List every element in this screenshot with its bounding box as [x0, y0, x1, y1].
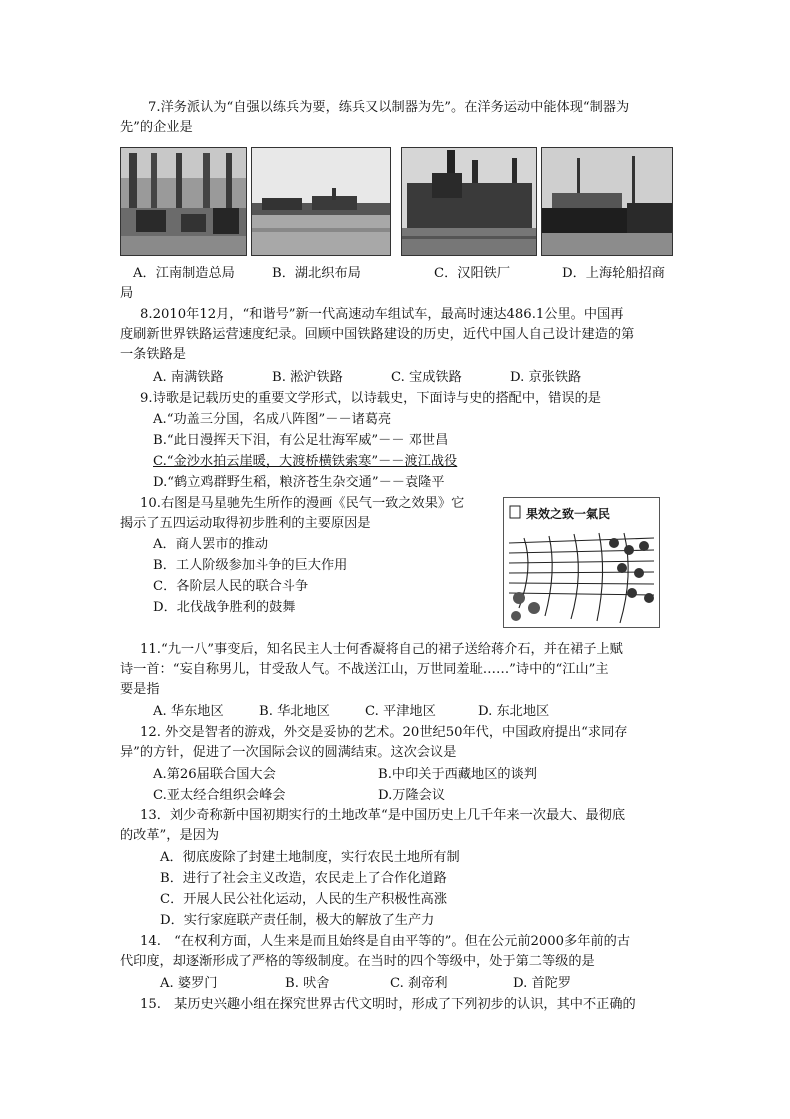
- q11-option-d: D. 东北地区: [478, 704, 550, 719]
- q7-option-d: D．上海轮船招商: [562, 266, 665, 281]
- q7-photo-steamship: [541, 147, 673, 256]
- q8-option-c: C. 宝成铁路: [391, 370, 462, 385]
- q11-option-a: A. 华东地区: [153, 704, 224, 719]
- q7-stem-line1: 7.洋务派认为“自强以练兵为要，练兵又以制器为先”。在洋务运动中能体现“制器为: [148, 100, 630, 115]
- q12-stem-line1: 12. 外交是智者的游戏，外交是妥协的艺术。20世纪50年代，中国政府提出“求同存: [140, 725, 628, 740]
- q9-option-d: D.“鹤立鸡群野生稻，粮济苍生杂交通”－－袁隆平: [153, 475, 445, 490]
- q13-option-b: B．进行了社会主义改造，农民走上了合作化道路: [160, 871, 447, 886]
- q13-option-d: D．实行家庭联产责任制，极大的解放了生产力: [160, 913, 435, 928]
- q8-option-a: A. 南满铁路: [153, 370, 224, 385]
- q11-stem-line3: 要是指: [120, 682, 160, 697]
- q10-cartoon-caption: 果效之致一氣民: [526, 507, 611, 521]
- q9-option-a: A.“功盖三分国，名成八阵图”－－诸葛亮: [153, 412, 392, 427]
- q7-photo-weaving-bureau: [251, 147, 391, 256]
- q10-stem-line1: 10.右图是马星驰先生所作的漫画《民气一致之效果》它: [140, 496, 465, 511]
- q7-option-b: B．湖北织布局: [272, 266, 361, 281]
- q7-photo-factory-interior: [120, 147, 247, 256]
- q13-stem-line1: 13．刘少奇称新中国初期实行的土地改革“是中国历史上几千年来一次最大、最彻底: [140, 808, 626, 823]
- q10-stem-line2: 揭示了五四运动取得初步胜利的主要原因是: [120, 516, 371, 531]
- q8-stem-line2: 度刷新世界铁路运营速度纪录。回顾中国铁路建设的历史，近代中国人自己设计建造的第: [120, 327, 635, 342]
- q9-stem: 9.诗歌是记载历史的重要文学形式，以诗载史，下面诗与史的搭配中，错误的是: [140, 391, 601, 406]
- q12-stem-line2: 异”的方针，促进了一次国际会议的圆满结束。这次会议是: [120, 745, 457, 760]
- q9-option-b: B.“此日漫挥天下泪，有公足壮海军威”－－ 邓世昌: [153, 433, 449, 448]
- q9-option-c-text: C.“金沙水拍云崖暖，大渡桥横铁索寒”－－渡江战役: [153, 454, 458, 469]
- q13-stem-line2: 的改革”，是因为: [120, 828, 220, 843]
- q14-option-a: A. 婆罗门: [160, 976, 218, 991]
- q15-stem-line1: 15. 某历史兴趣小组在探究世界古代文明时，形成了下列初步的认识，其中不正确的: [140, 997, 636, 1012]
- q14-option-c: C. 刹帝利: [390, 976, 448, 991]
- q12-option-c: C.亚太经合组织会峰会: [153, 788, 286, 803]
- q8-stem-line1: 8.2010年12月，“和谐号”新一代高速动车组试车，最高时速达486.1公里。中国再: [140, 307, 624, 322]
- q11-stem-line2: 诗一首：“妄自称男儿，甘受敌人气。不战送江山，万世同羞耻……”诗中的“江山”主: [120, 662, 609, 677]
- q8-option-d: D. 京张铁路: [510, 370, 582, 385]
- q7-photo-ironworks: [401, 147, 537, 256]
- q10-option-b: B．工人阶级参加斗争的巨大作用: [153, 558, 348, 573]
- q14-option-d: D. 首陀罗: [513, 976, 572, 991]
- q7-option-a: A．江南制造总局: [133, 266, 235, 281]
- q12-option-a: A.第26届联合国大会: [153, 767, 276, 782]
- q10-option-c: C．各阶层人民的联合斗争: [153, 579, 309, 594]
- q7-option-c: C．汉阳铁厂: [434, 266, 511, 281]
- q13-option-a: A．彻底废除了封建土地制度，实行农民土地所有制: [160, 850, 460, 865]
- q11-option-b: B. 华北地区: [259, 704, 330, 719]
- q14-option-b: B. 吠舍: [285, 976, 330, 991]
- q9-option-c: [153, 452, 457, 472]
- q12-option-b: B.中印关于西藏地区的谈判: [378, 767, 537, 782]
- q8-stem-line3: 一条铁路是: [120, 347, 186, 362]
- q10-option-a: A．商人罢市的推动: [153, 537, 269, 552]
- q7-stem-line2: 先”的企业是: [120, 120, 193, 135]
- q10-cartoon: [503, 497, 660, 628]
- q11-option-c: C. 平津地区: [365, 704, 436, 719]
- q8-option-b: B. 淞沪铁路: [272, 370, 343, 385]
- q11-stem-line1: 11.“九一八”事变后，知名民主人士何香凝将自己的裙子送给蒋介石，并在裙子上赋: [140, 642, 623, 657]
- q14-stem-line1: 14. “在权利方面，人生来是而且始终是自由平等的”。但在公元前2000多年前的古: [140, 934, 631, 949]
- q7-option-d-continued: 局: [120, 286, 134, 301]
- q13-option-c: C．开展人民公社化运动，人民的生产积极性高涨: [160, 892, 448, 907]
- q14-stem-line2: 代印度，却逐渐形成了严格的等级制度。在当时的四个等级中，处于第二等级的是: [120, 954, 595, 969]
- q12-option-d: D.万隆会议: [378, 788, 446, 803]
- q10-option-d: D．北伐战争胜利的鼓舞: [153, 600, 296, 615]
